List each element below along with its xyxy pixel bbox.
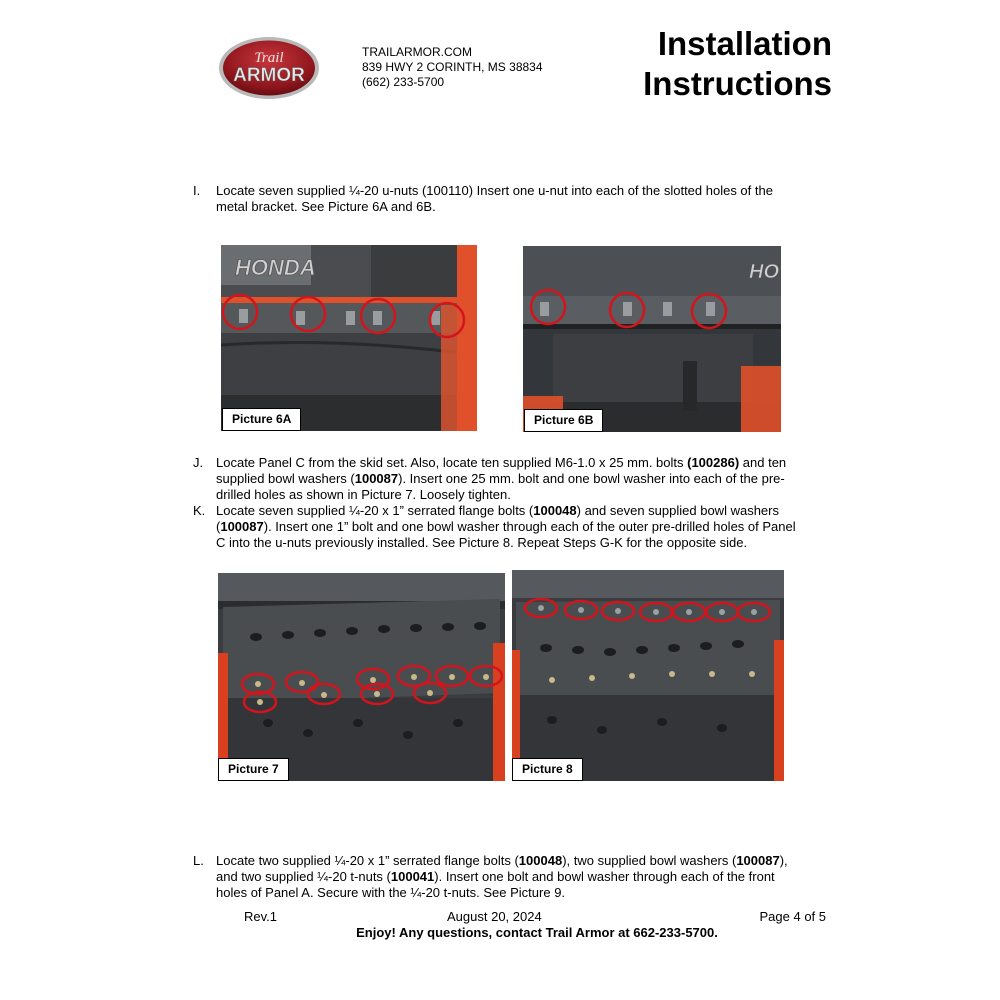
company-phone: (662) 233-5700 xyxy=(362,75,445,89)
picture-6b xyxy=(523,246,781,432)
logo-text-trail: Trail xyxy=(254,50,284,66)
step-text-line: supplied bowl washers (100087). Insert one 25 mm. bolt and one bowl washer into each of the pre- xyxy=(216,471,785,486)
logo-text-armor: ARMOR xyxy=(233,65,305,86)
picture-caption: Picture 6A xyxy=(222,408,301,431)
step-k xyxy=(193,503,853,551)
step-text-line: and two supplied ¼-20 t-nuts (100041). Insert one bolt and bowl washer through each of the front xyxy=(216,869,775,884)
title-line-2: Instructions xyxy=(643,65,832,102)
footer-contact: Enjoy! Any questions, contact Trail Armor at 662-233-5700. xyxy=(356,925,718,940)
step-letter: I. xyxy=(193,183,201,198)
picture-8 xyxy=(512,570,784,781)
footer-date: August 20, 2024 xyxy=(447,909,542,924)
footer-revision: Rev.1 xyxy=(244,909,277,924)
step-letter: L. xyxy=(193,853,204,868)
document-title xyxy=(643,24,832,104)
step-l xyxy=(193,853,853,901)
step-text-line: Locate Panel C from the skid set. Also, locate ten supplied M6-1.0 x 25 mm. bolts (100286) and ten xyxy=(216,455,787,470)
step-letter: K. xyxy=(193,503,206,518)
step-text-line: drilled holes as shown in Picture 7. Loosely tighten. xyxy=(216,487,511,502)
step-text-line: holes of Panel A. Secure with the ¼-20 t-nuts. See Picture 9. xyxy=(216,885,566,900)
step-text-line: (100087). Insert one 1” bolt and one bowl washer through each of the outer pre-drilled holes of Panel xyxy=(216,519,796,534)
footer-page-number: Page 4 of 5 xyxy=(759,909,826,924)
part-number: 100041 xyxy=(390,869,435,884)
step-j xyxy=(193,455,853,503)
step-letter: J. xyxy=(193,455,204,470)
step-text-line: Locate two supplied ¼-20 x 1” serrated flange bolts (100048), two supplied bowl washers (100087), xyxy=(216,853,788,868)
picture-caption: Picture 8 xyxy=(512,758,583,781)
step-i xyxy=(193,183,853,215)
honda-lettering: HONDA xyxy=(235,255,316,280)
picture-caption: Picture 7 xyxy=(218,758,289,781)
picture-caption: Picture 6B xyxy=(524,409,603,432)
picture-6a xyxy=(221,245,477,431)
honda-lettering: HO xyxy=(749,261,779,283)
company-info xyxy=(362,45,543,90)
step-text-line: Locate seven supplied ¼-20 u-nuts (100110) Insert one u-nut into each of the slotted holes of the xyxy=(216,183,773,198)
part-number: 100087 xyxy=(354,471,399,486)
part-number: 100048 xyxy=(518,853,563,868)
title-line-1: Installation xyxy=(657,25,832,62)
step-text-line: C into the u-nuts previously installed. See Picture 8. Repeat Steps G-K for the opposite side. xyxy=(216,535,748,550)
picture-7 xyxy=(218,573,505,781)
trail-armor-logo xyxy=(218,36,320,100)
step-text-line: metal bracket. See Picture 6A and 6B. xyxy=(216,199,436,214)
part-number: 100087 xyxy=(220,519,264,534)
company-address: 839 HWY 2 CORINTH, MS 38834 xyxy=(362,60,543,74)
part-number: 100048 xyxy=(533,503,577,518)
part-number: (100286) xyxy=(687,455,740,470)
company-website: TRAILARMOR.COM xyxy=(362,45,473,59)
step-text-line: Locate seven supplied ¼-20 x 1” serrated flange bolts (100048) and seven supplied bowl washers xyxy=(216,503,779,518)
part-number: 100087 xyxy=(736,853,780,868)
